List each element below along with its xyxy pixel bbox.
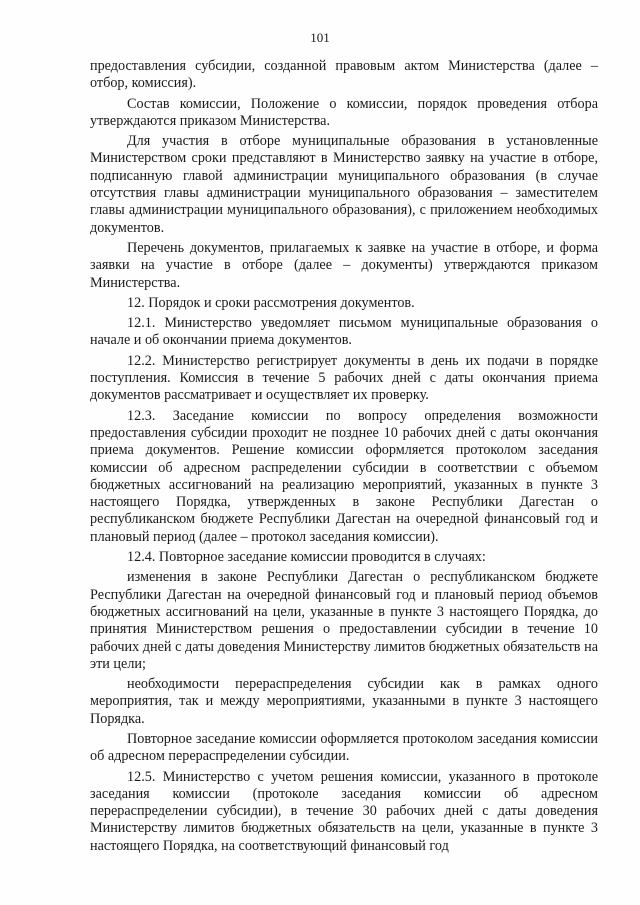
- paragraph-continuation: предоставления субсидии, созданной правовым актом Министерства (далее – отбор, комиссия).: [90, 58, 598, 92]
- clause-12-4: 12.4. Повторное заседание комиссии проводится в случаях:: [127, 549, 486, 566]
- clause-12-2: 12.2. Министерство регистрирует документы в день их подачи в порядке поступления. Комиссия в течение 5 рабочих дней с даты окончания приема документов рассматривает и осуществляет их проверку.: [90, 352, 598, 404]
- paragraph-documents-list: Перечень документов, прилагаемых к заявке на участие в отборе, и форма заявки на участие в отборе (далее – документы) утверждаются приказом Министерства.: [90, 239, 598, 291]
- paragraph-repeat-meeting: Повторное заседание комиссии оформляется протоколом заседания комиссии об адресном перераспределении субсидии.: [90, 730, 598, 765]
- clause-12-3: 12.3. Заседание комиссии по вопросу определения возможности предоставления субсидии проходит не позднее 10 рабочих дней с даты окончания приема документов. Решение комиссии оформляется протоколом заседания комиссии об адресном распределении субсидии в соответствии с объемом бюджетных ассигнований на реализацию мероприятий, указанных в пункте 3 настоящего Порядка, утвержденных в законе Республики Дагестан о республиканском бюджете Республики Дагестан на очередной финансовый год и плановый период (далее – протокол заседания комиссии).: [90, 407, 598, 545]
- clause-12-1: 12.1. Министерство уведомляет письмом муниципальные образования о начале и об окончании приема документов.: [90, 315, 598, 349]
- page-number: 101: [310, 30, 330, 45]
- clause-12-4-case-1: изменения в законе Республики Дагестан о республиканском бюджете Республики Дагестан на очередной финансовый год и плановый период объемов бюджетных ассигнований на цели, указанные в пункте 3 настоящего Порядка, до принятия Министерством решения о предоставлении субсидии в течение 10 рабочих дней с даты доведения Министерству лимитов бюджетных обязательств на эти цели;: [90, 569, 598, 672]
- paragraph-participation: Для участия в отборе муниципальные образования в установленные Министерством сроки представляют в Министерство заявку на участие в отборе, подписанную главой администрации муниципального образования (в случае отсутствия главы администрации муниципального образования – заместителем главы администрации муниципального образования), с приложением необходимых документов.: [90, 133, 598, 236]
- document-body: [90, 58, 598, 855]
- clause-12-5: 12.5. Министерство с учетом решения комиссии, указанного в протоколе заседания комиссии (протоколе заседания комиссии об адресном перераспределении субсидии), в течение 30 рабочих дней с даты доведения Министерству лимитов бюджетных обязательств на цели, указанные в пункте 3 настоящего Порядка, на соответствующий финансовый год: [90, 768, 598, 854]
- section-heading-12: 12. Порядок и сроки рассмотрения документов.: [127, 294, 415, 311]
- paragraph-commission-composition: Состав комиссии, Положение о комиссии, порядок проведения отбора утверждаются приказом Министерства.: [90, 95, 598, 129]
- clause-12-4-case-2: необходимости перераспределения субсидии как в рамках одного мероприятия, так и между мероприятиями, указанными в пункте 3 настоящего Порядка.: [90, 676, 598, 727]
